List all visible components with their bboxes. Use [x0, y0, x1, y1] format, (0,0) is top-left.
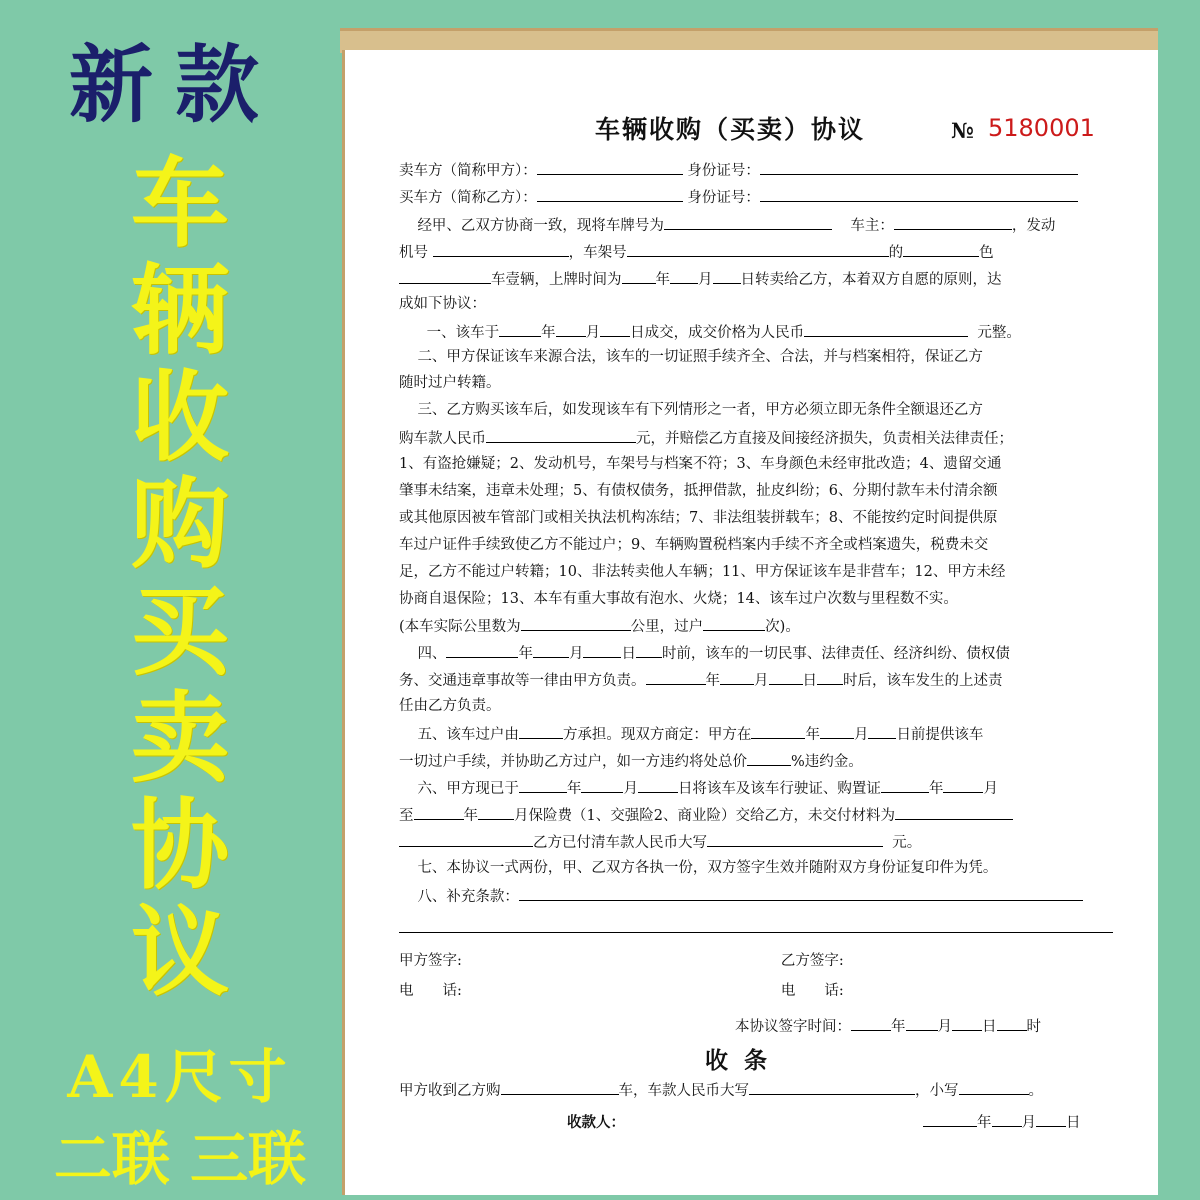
year-label: 年	[541, 325, 556, 341]
clause-6a	[399, 778, 1113, 798]
month-label: 月	[623, 781, 638, 797]
sign-day-field[interactable]	[952, 1016, 982, 1031]
c4b-month-field[interactable]	[720, 670, 754, 685]
receipt-car-field[interactable]	[501, 1080, 619, 1095]
month-label: 月	[698, 272, 713, 288]
id-label: 身份证号：	[687, 190, 760, 206]
clause-4-tail: 任由乙方负责。	[399, 698, 501, 714]
month-label: 月	[853, 727, 869, 743]
engine-field[interactable]	[433, 242, 569, 257]
seller-id-field[interactable]	[760, 160, 1078, 175]
plate-field[interactable]	[664, 215, 832, 230]
clause-6-label: 六、甲方现已于	[417, 781, 519, 797]
side-title: 新款	[68, 35, 281, 134]
reg-day-field[interactable]	[713, 269, 741, 284]
of-label: 的	[888, 245, 904, 261]
reg-year-field[interactable]	[622, 269, 656, 284]
payee-day-field[interactable]	[1036, 1112, 1066, 1127]
month-label: 月	[585, 325, 601, 341]
agreement-sheet	[342, 50, 1158, 1195]
clause-3-items: 1、有盗抢嫌疑；2、发动机号，车架号与档案不符；3、车身颜色未经审批改造；4、遗留交通	[399, 456, 1002, 472]
sign-year-field[interactable]	[851, 1016, 891, 1031]
clause-4a	[399, 643, 1113, 663]
signature-row	[399, 952, 1113, 970]
year-label: 年	[566, 781, 582, 797]
buyer-id-field[interactable]	[760, 187, 1078, 202]
ins-to-month-field[interactable]	[478, 805, 514, 820]
c4b-day-field[interactable]	[769, 670, 803, 685]
clause-3-items: 肇事未结案，违章未处理；5、有债权债务，抵押借款，扯皮纠纷；6、分期付款车未付清余额	[399, 483, 998, 499]
clause-5-text: 方承担。现双方商定：甲方在	[562, 727, 752, 743]
sign-time-label: 本协议签字时间：	[735, 1019, 851, 1035]
day-label: 日	[621, 646, 636, 662]
clause-6-text: 日将该车及该车行驶证、购置证	[677, 781, 881, 797]
buyer-line	[399, 187, 1113, 207]
intro-line-2	[399, 242, 1113, 262]
receipt-text: 车，车款人民币大写	[618, 1083, 749, 1099]
party-a-phone-label: 电 话:	[399, 983, 462, 999]
clause-1	[399, 322, 1113, 342]
buyer-name-field[interactable]	[537, 187, 683, 202]
year-label: 年	[805, 727, 820, 743]
receipt-amount-upper-field[interactable]	[749, 1080, 915, 1095]
color-field[interactable]	[399, 269, 491, 284]
missing-docs-field[interactable]	[895, 805, 1013, 820]
vertical-banner	[110, 146, 250, 1010]
c4-hour-field[interactable]	[636, 643, 662, 658]
clause-8	[399, 886, 1113, 906]
month-label: 月	[983, 781, 998, 797]
deal-year-field[interactable]	[499, 322, 541, 337]
c4b-hour-field[interactable]	[817, 670, 843, 685]
receipt-title: 收条	[705, 1047, 783, 1074]
price-field[interactable]	[804, 322, 968, 337]
reg-month-field[interactable]	[670, 269, 698, 284]
ins-from-year-field[interactable]	[881, 778, 929, 793]
month-label: 月	[937, 1019, 952, 1035]
c5-year-field[interactable]	[751, 724, 805, 739]
type-field[interactable]	[903, 242, 979, 257]
id-label: 身份证号：	[687, 163, 760, 179]
month-label: 月	[754, 673, 769, 689]
month-label: 月	[568, 646, 584, 662]
banner-char: 车	[130, 146, 229, 261]
c4-month-field[interactable]	[533, 643, 569, 658]
banner-char: 卖	[130, 681, 229, 796]
ins-from-month-field[interactable]	[943, 778, 983, 793]
supplement-field[interactable]	[519, 886, 1083, 901]
seller-line	[399, 160, 1113, 180]
payee-year-field[interactable]	[923, 1112, 977, 1127]
year-label: 年	[463, 808, 478, 824]
clause-5b	[399, 751, 1113, 771]
receipt-text: 。	[1028, 1083, 1043, 1099]
transfer-count-field[interactable]	[703, 616, 765, 631]
c5-month-field[interactable]	[820, 724, 854, 739]
penalty-field[interactable]	[747, 751, 791, 766]
size-label: A4尺寸	[67, 1043, 293, 1111]
clause-3-items: 车过户证件手续致使乙方不能过户；9、车辆购置税档案内手续不齐全或档案遗失，税费未交	[399, 537, 989, 553]
clause-6b	[399, 805, 1113, 825]
clause-2-tail: 随时过户转籍。	[399, 375, 501, 391]
clause-7	[399, 859, 1113, 877]
clause-4c	[399, 697, 1113, 715]
c4-day-field[interactable]	[583, 643, 621, 658]
sign-month-field[interactable]	[906, 1016, 938, 1031]
clause-4b	[399, 670, 1113, 690]
clause-6-text: 月保险费（1、交强险2、商业险）交给乙方，未交付材料为	[514, 808, 895, 824]
clause-4-text: 时前，该车的一切民事、法律责任、经济纠纷、债权债	[661, 646, 1010, 662]
clause-3h	[399, 590, 1113, 608]
c6-year-field[interactable]	[519, 778, 567, 793]
refund-text: 元，并赔偿乙方直接及间接经济损失，负责相关法律责任；	[636, 431, 1013, 447]
c4b-year-field[interactable]	[646, 670, 706, 685]
yuan-label: 元整。	[977, 325, 1021, 341]
mileage-line	[399, 616, 1113, 636]
clause-5-label: 五、该车过户由	[417, 727, 519, 743]
clause-5a	[399, 724, 1113, 744]
payee-row	[399, 1112, 1113, 1132]
supplement-line[interactable]	[399, 932, 1113, 933]
banner-char: 协	[130, 788, 229, 903]
c4-year-field[interactable]	[446, 643, 518, 658]
owner-label: 车主：	[850, 218, 894, 234]
receipt-text: ，小写	[915, 1083, 959, 1099]
clause-3c	[399, 455, 1113, 473]
banner-char: 收	[130, 360, 229, 475]
party-b-phone-label: 电 话:	[780, 983, 844, 999]
document-title: 车辆收购（买卖）协议	[595, 115, 866, 144]
buyer-label: 买车方（简称乙方）：	[399, 190, 537, 206]
missing-docs-field-2[interactable]	[399, 832, 533, 847]
engine-tail: ，发动	[1011, 218, 1056, 234]
clause-7-text: 七、本协议一式两份，甲、乙双方各执一份，双方签字生效并随附双方身份证复印件为凭。	[417, 860, 998, 876]
penalty-label: %违约金。	[791, 754, 863, 770]
clause-3e	[399, 509, 1113, 527]
c5-day-field[interactable]	[868, 724, 896, 739]
year-label: 年	[891, 1019, 906, 1035]
deal-day-field[interactable]	[600, 322, 630, 337]
serial-number: 5180001	[988, 114, 1095, 142]
clause-6-text: 乙方已付清车款人民币大写	[533, 835, 707, 851]
year-label: 年	[977, 1115, 992, 1131]
seller-label: 卖车方（简称甲方）：	[399, 163, 537, 179]
clause-3f	[399, 536, 1113, 554]
month-label: 月	[1021, 1115, 1036, 1131]
yuan-label: 元。	[892, 835, 922, 851]
receipt-amount-lower-field[interactable]	[959, 1080, 1029, 1095]
paid-amount-field[interactable]	[707, 832, 883, 847]
intro-line-1	[399, 215, 1113, 235]
owner-field[interactable]	[894, 215, 1012, 230]
clause-2-text: 二、甲方保证该车来源合法，该车的一切证照手续齐全、合法，并与档案相符，保证乙方	[417, 349, 983, 365]
transfer-text: 日转卖给乙方，本着双方自愿的原则，达	[740, 272, 1002, 288]
c6-month-field[interactable]	[581, 778, 623, 793]
deal-month-field[interactable]	[556, 322, 586, 337]
year-label: 年	[928, 781, 944, 797]
year-label: 年	[655, 272, 670, 288]
year-label: 年	[518, 646, 533, 662]
to-label: 至	[399, 808, 414, 824]
intro-text: 经甲、乙双方协商一致，现将车牌号为	[417, 218, 664, 234]
receipt-line	[399, 1080, 1113, 1100]
clause-3-items: 协商自退保险；13、本车有重大事故有泡水、火烧；14、该车过户次数与里程数不实。	[399, 591, 958, 607]
clause-4-label: 四、	[417, 646, 447, 662]
banner-char: 购	[130, 467, 229, 582]
year-label: 年	[705, 673, 720, 689]
banner-char: 辆	[130, 253, 229, 368]
payee-label: 收款人：	[567, 1114, 625, 1131]
agree-text: 成如下协议：	[399, 296, 486, 312]
sign-time-row	[735, 1016, 1115, 1036]
c6-day-field[interactable]	[638, 778, 678, 793]
banner-char: 议	[130, 895, 229, 1010]
mileage-label: (本车实际公里数为	[399, 619, 521, 635]
agree-line	[399, 295, 1113, 313]
sign-hour-field[interactable]	[997, 1016, 1027, 1031]
intro-line-3	[399, 269, 1113, 289]
day-label: 日	[982, 1019, 997, 1035]
clause-3-items: 或其他原因被车管部门或相关执法机构冻结；7、非法组装拼载车；8、不能按约定时间提供原	[399, 510, 998, 526]
clause-5-text: 一切过户手续，并协助乙方过户，如一方违约将处总价	[399, 754, 747, 770]
frame-label: ，车架号	[568, 245, 627, 261]
clause-3g	[399, 563, 1113, 581]
refund-label: 购车款人民币	[399, 431, 486, 447]
clause-3d	[399, 482, 1113, 500]
phone-row	[399, 982, 1113, 1000]
frame-field[interactable]	[627, 242, 889, 257]
clause-3-items: 足，乙方不能过户转籍；10、非法转卖他人车辆；11、甲方保证该车是非营车；12、甲方未经	[399, 564, 1006, 580]
refund-field[interactable]	[486, 428, 636, 443]
km-label: 公里，过户	[630, 619, 704, 635]
clause-6c	[399, 832, 1113, 852]
one-car-label: 车壹辆，上牌时间为	[491, 272, 622, 288]
hour-label: 时	[1026, 1019, 1041, 1035]
party-a-signature-label: 甲方签字:	[399, 953, 462, 969]
clause-4-text: 时后，该车发生的上述责	[843, 673, 1003, 689]
clause-1-label: 一、该车于	[426, 325, 500, 341]
clause-5-text: 日前提供该车	[896, 727, 984, 743]
color-label: 色	[979, 245, 994, 261]
clause-1-text: 日成交，成交价格为人民币	[630, 325, 805, 341]
day-label: 日	[1066, 1115, 1081, 1131]
clause-3b	[399, 428, 1113, 448]
clause-2b	[399, 374, 1113, 392]
times-label: 次)。	[765, 619, 800, 635]
serial-mark: №	[951, 118, 974, 143]
clause-3a	[399, 401, 1113, 419]
day-label: 日	[802, 673, 817, 689]
clause-3-text: 三、乙方购买该车后，如发现该车有下列情形之一者，甲方必须立即无条件全额退还乙方	[417, 402, 983, 418]
clause-4-text: 务、交通违章事故等一律由甲方负责。	[399, 673, 646, 689]
clause-2a	[399, 348, 1113, 366]
mileage-field[interactable]	[521, 616, 631, 631]
party-b-signature-label: 乙方签字:	[780, 953, 844, 969]
receipt-text: 甲方收到乙方购	[399, 1083, 501, 1099]
copies-label: 二联 三联	[53, 1125, 307, 1193]
engine-label: 机号	[399, 245, 428, 261]
banner-char: 买	[130, 574, 229, 689]
payee-month-field[interactable]	[992, 1112, 1022, 1127]
ins-to-year-field[interactable]	[414, 805, 464, 820]
seller-name-field[interactable]	[537, 160, 683, 175]
clause-8-label: 八、补充条款：	[417, 889, 519, 905]
fee-party-field[interactable]	[519, 724, 563, 739]
